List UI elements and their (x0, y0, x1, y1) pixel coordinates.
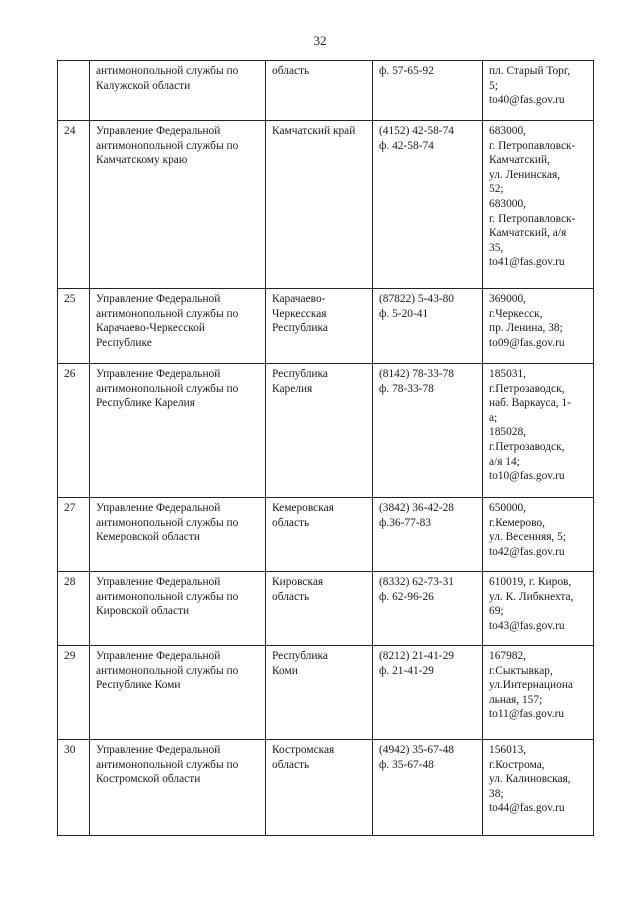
address: 683000, г. Петропавловск- Камчатский, ул. Ленинская, 52; 683000, г. Петропавловск- Камчатский, а/я 35, to41@fas.gov.ru (483, 121, 594, 289)
phone: ф. 57-65-92 (373, 61, 483, 121)
row-number: 26 (58, 364, 90, 498)
address: 167982, г.Сыктывкар, ул.Интернациона льная, 157; to11@fas.gov.ru (483, 646, 594, 740)
row-number: 28 (58, 572, 90, 646)
address: 369000, г.Черкесск, пр. Ленина, 38; to09@fas.gov.ru (483, 289, 594, 364)
table-row (58, 498, 594, 572)
region: Карачаево- Черкесская Республика (266, 289, 373, 364)
region: область (266, 61, 373, 121)
region: Республика Карелия (266, 364, 373, 498)
row-number: 24 (58, 121, 90, 289)
office-name: Управление Федеральной антимонопольной службы по Кировской области (90, 572, 266, 646)
office-name: Управление Федеральной антимонопольной службы по Костромской области (90, 740, 266, 836)
office-name: Управление Федеральной антимонопольной службы по Кемеровской области (90, 498, 266, 572)
row-number: 25 (58, 289, 90, 364)
fas-offices-table (57, 60, 594, 836)
region: Кировская область (266, 572, 373, 646)
office-name: Управление Федеральной антимонопольной службы по Камчатскому краю (90, 121, 266, 289)
row-number (58, 61, 90, 121)
region: Кемеровская область (266, 498, 373, 572)
phone: (4942) 35-67-48 ф. 35-67-48 (373, 740, 483, 836)
table-row (58, 572, 594, 646)
table-row (58, 61, 594, 121)
region: Республика Коми (266, 646, 373, 740)
address: пл. Старый Торг, 5; to40@fas.gov.ru (483, 61, 594, 121)
office-name: Управление Федеральной антимонопольной службы по Карачаево-Черкесской Республике (90, 289, 266, 364)
row-number: 30 (58, 740, 90, 836)
address: 650000, г.Кемерово, ул. Весенняя, 5; to42@fas.gov.ru (483, 498, 594, 572)
table-row (58, 646, 594, 740)
phone: (87822) 5-43-80 ф. 5-20-41 (373, 289, 483, 364)
phone: (8332) 62-73-31 ф. 62-96-26 (373, 572, 483, 646)
phone: (3842) 36-42-28 ф.36-77-83 (373, 498, 483, 572)
table-row (58, 740, 594, 836)
row-number: 29 (58, 646, 90, 740)
phone: (8142) 78-33-78 ф. 78-33-78 (373, 364, 483, 498)
address: 156013, г.Кострома, ул. Калиновская, 38; to44@fas.gov.ru (483, 740, 594, 836)
row-number: 27 (58, 498, 90, 572)
table-row (58, 121, 594, 289)
page-number: 32 (313, 33, 327, 48)
phone: (4152) 42-58-74 ф. 42-58-74 (373, 121, 483, 289)
office-name: Управление Федеральной антимонопольной службы по Республике Коми (90, 646, 266, 740)
address: 185031, г.Петрозаводск, наб. Варкауса, 1- а; 185028, г.Петрозаводск, а/я 14; to10@fas.gov.ru (483, 364, 594, 498)
phone: (8212) 21-41-29 ф. 21-41-29 (373, 646, 483, 740)
office-name: Управление Федеральной антимонопольной службы по Республике Карелия (90, 364, 266, 498)
table-row (58, 364, 594, 498)
region: Камчатский край (266, 121, 373, 289)
address: 610019, г. Киров, ул. К. Либкнехта, 69; to43@fas.gov.ru (483, 572, 594, 646)
region: Костромская область (266, 740, 373, 836)
table-row (58, 289, 594, 364)
office-name: антимонопольной службы по Калужской области (90, 61, 266, 121)
